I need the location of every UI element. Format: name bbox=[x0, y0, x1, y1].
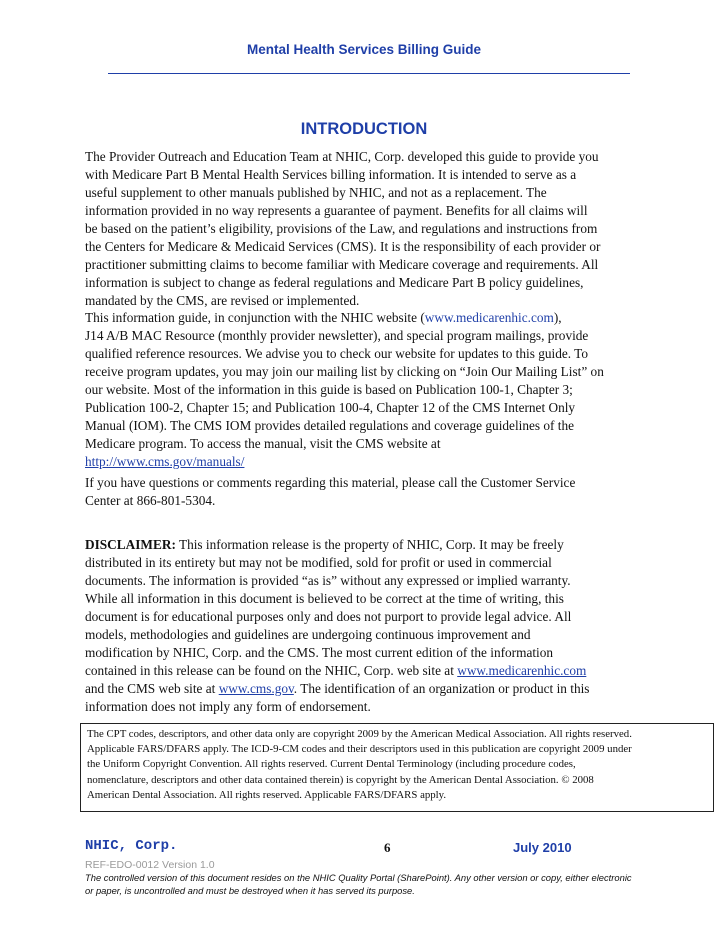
footer-document-reference: REF-EDO-0012 Version 1.0 bbox=[85, 859, 215, 871]
footer-notice-line: or paper, is uncontrolled and must be destroyed when it has served its purpose. bbox=[85, 884, 415, 896]
intro-line: practitioner submitting claims to become familiar with Medicare coverage and requirements. All bbox=[85, 257, 599, 272]
footer-notice-line: The controlled version of this document resides on the NHIC Quality Portal (SharePoint). Any other version or copy, either electronic bbox=[85, 872, 632, 883]
copyright-line: the Uniform Copyright Convention. All rights reserved. Current Dental Terminology (including procedure codes, bbox=[87, 758, 576, 771]
disclaimer-line: While all information in this document is believed to be correct at the time of writing, this bbox=[85, 591, 564, 606]
intro-line: The Provider Outreach and Education Team at NHIC, Corp. developed this guide to provide you bbox=[85, 149, 599, 164]
disclaimer-line bbox=[85, 680, 655, 698]
intro-line: information is subject to change as federal regulations and Medicare Part B policy guidelines, bbox=[85, 275, 584, 290]
disclaimer-line bbox=[85, 662, 655, 680]
section-title: INTRODUCTION bbox=[300, 120, 428, 138]
disclaimer-line: documents. The information is provided “as is” without any expressed or implied warranty. bbox=[85, 573, 571, 588]
footer-organization: NHIC, Corp. bbox=[85, 838, 178, 854]
footer-date: July 2010 bbox=[513, 840, 572, 855]
cms-manuals-link[interactable]: http://www.cms.gov/manuals/ bbox=[85, 454, 245, 469]
header-divider bbox=[108, 73, 630, 74]
resources-text: ), bbox=[553, 310, 562, 325]
resources-line: Manual (IOM). The CMS IOM provides detailed regulations and coverage guidelines of the bbox=[85, 418, 575, 433]
resources-line: J14 A/B MAC Resource (monthly provider newsletter), and special program mailings, provide bbox=[85, 328, 589, 343]
cms-site-link[interactable]: www.cms.gov bbox=[218, 681, 294, 696]
resources-line: Publication 100-2, Chapter 15; and Publication 100-4, Chapter 12 of the CMS Internet Only bbox=[85, 400, 576, 415]
intro-paragraph bbox=[85, 148, 655, 310]
resources-text: This information guide, in conjunction with the NHIC website ( bbox=[85, 310, 425, 325]
copyright-line: nomenclature, descriptors and other data contained therein) is copyright by the American Dental Association. © 2008 bbox=[87, 773, 594, 786]
disclaimer-text: This information release is the property of NHIC, Corp. It may be freely bbox=[175, 537, 564, 552]
resources-line: our website. Most of the information in this guide is based on Publication 100-1, Chapter 3; bbox=[85, 382, 573, 397]
copyright-line: American Dental Association. All rights reserved. Applicable FARS/DFARS apply. bbox=[87, 788, 447, 801]
resources-paragraph bbox=[85, 309, 655, 471]
resources-line bbox=[85, 309, 655, 327]
resources-line bbox=[85, 453, 655, 471]
contact-paragraph bbox=[85, 474, 655, 510]
disclaimer-line: document is for educational purposes only and does not purport to provide legal advice. All bbox=[85, 609, 572, 624]
disclaimer-line bbox=[85, 536, 655, 554]
footer-page-number: 6 bbox=[384, 840, 391, 855]
footer-control-notice bbox=[85, 872, 675, 897]
disclaimer-line: distributed in its entirety but may not be modified, sold for profit or used in commercial bbox=[85, 555, 552, 570]
disclaimer-text: and the CMS web site at bbox=[85, 681, 219, 696]
disclaimer-label: DISCLAIMER: bbox=[85, 537, 176, 552]
medicarenhic-site-link[interactable]: www.medicarenhic.com bbox=[457, 663, 587, 678]
disclaimer-line: information does not imply any form of endorsement. bbox=[85, 699, 371, 714]
intro-line: be based on the patient’s eligibility, provisions of the Law, and regulations and instructions from bbox=[85, 221, 598, 236]
resources-line: Medicare program. To access the manual, visit the CMS website at bbox=[85, 436, 441, 451]
intro-line: with Medicare Part B Mental Health Services billing information. It is intended to serve as a bbox=[85, 167, 577, 182]
medicarenhic-link[interactable]: www.medicarenhic.com bbox=[424, 310, 554, 325]
disclaimer-text: contained in this release can be found on the NHIC, Corp. web site at bbox=[85, 663, 458, 678]
running-header-title: Mental Health Services Billing Guide bbox=[246, 42, 482, 57]
resources-line: qualified reference resources. We advise you to check our website for updates to this guide. To bbox=[85, 346, 588, 361]
contact-line: If you have questions or comments regarding this material, please call the Customer Service bbox=[85, 475, 576, 490]
resources-line: receive program updates, you may join our mailing list by clicking on “Join Our Mailing List” on bbox=[85, 364, 604, 379]
intro-line: mandated by the CMS, are revised or implemented. bbox=[85, 293, 360, 308]
intro-line: the Centers for Medicare & Medicaid Services (CMS). It is the responsibility of each provider or bbox=[85, 239, 601, 254]
intro-line: information provided in no way represents a guarantee of payment. Benefits for all claims will bbox=[85, 203, 588, 218]
disclaimer-line: models, methodologies and guidelines are undergoing continuous improvement and bbox=[85, 627, 531, 642]
disclaimer-line: modification by NHIC, Corp. and the CMS. The most current edition of the information bbox=[85, 645, 554, 660]
intro-line: useful supplement to other manuals published by NHIC, and not as a replacement. The bbox=[85, 185, 547, 200]
contact-line: Center at 866-801-5304. bbox=[85, 493, 216, 508]
copyright-line: Applicable FARS/DFARS apply. The ICD-9-CM codes and their descriptors used in this publication are copyright 2009 under bbox=[87, 743, 632, 756]
copyright-line: The CPT codes, descriptors, and other data only are copyright 2009 by the American Medical Association. All rights reserved. bbox=[87, 728, 632, 740]
copyright-notice-box bbox=[80, 723, 714, 812]
disclaimer-text: . The identification of an organization or product in this bbox=[293, 681, 590, 696]
disclaimer-paragraph bbox=[85, 536, 655, 716]
